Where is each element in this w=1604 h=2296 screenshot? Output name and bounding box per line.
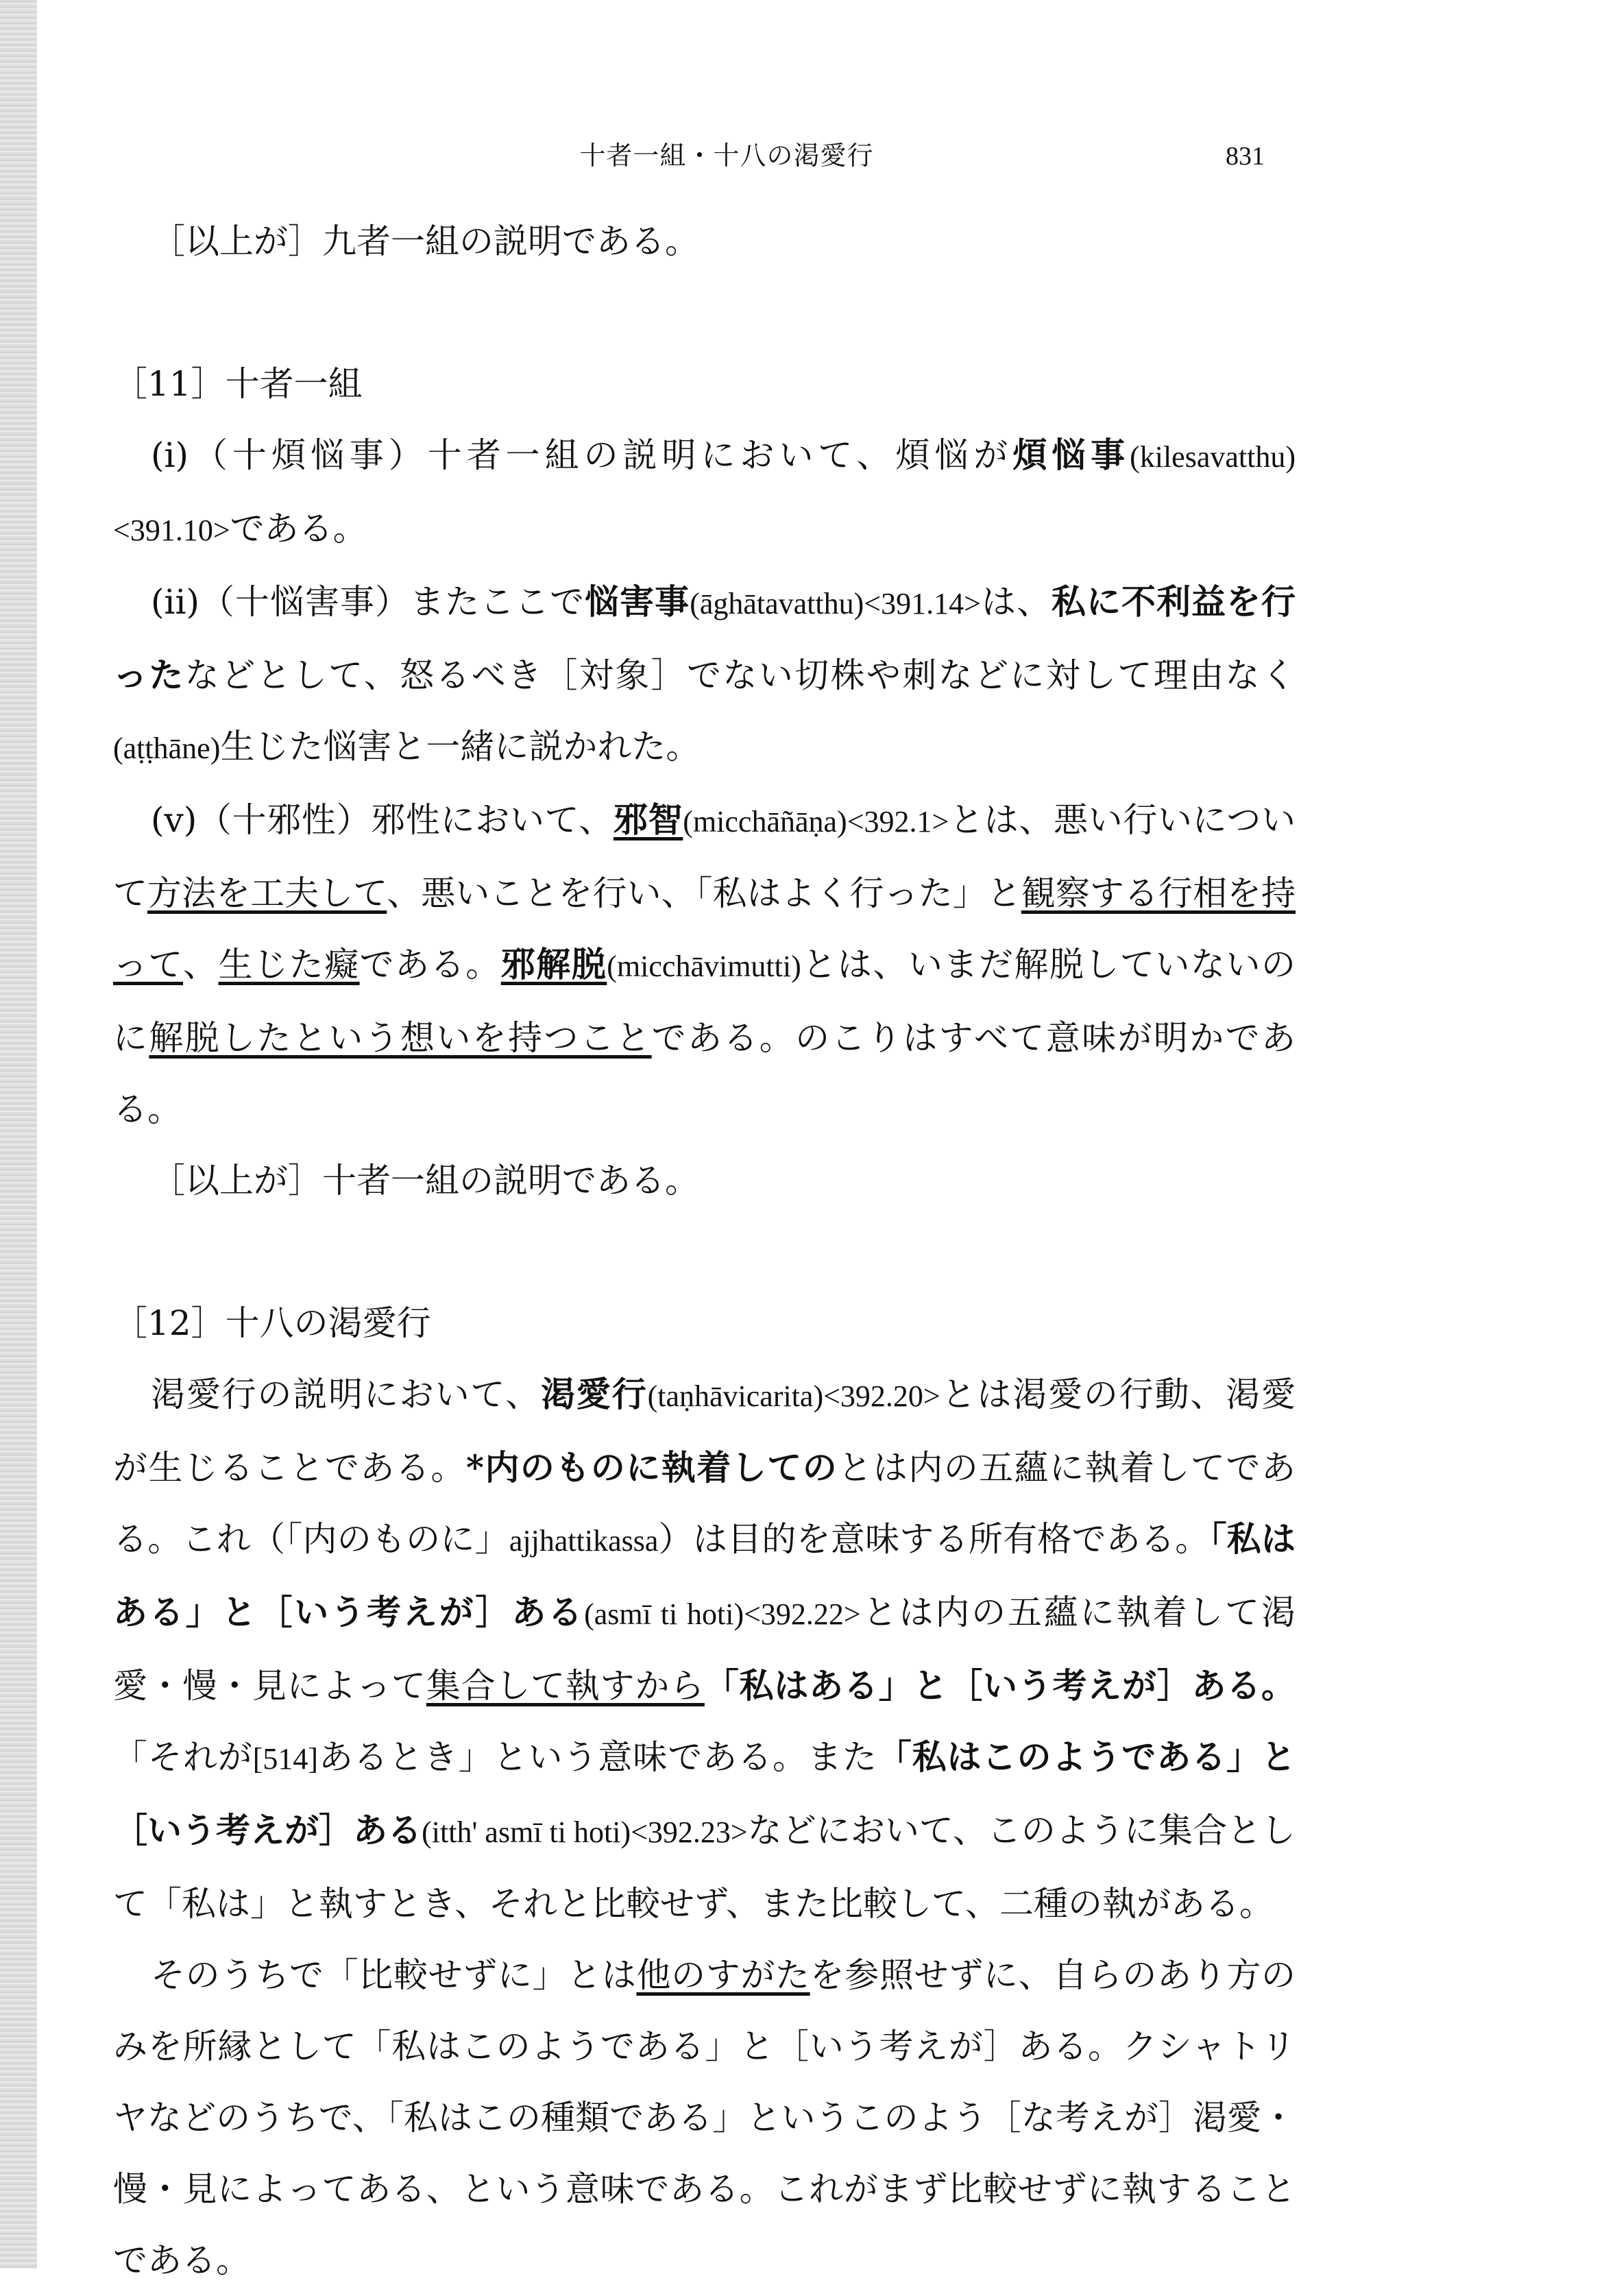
scan-shadow-edge [0, 0, 37, 2269]
term-bold: 渇愛行 [541, 1374, 648, 1414]
underlined-phrase: 他のすがた [636, 1955, 810, 1995]
term-bold: 「私はある」と［いう考えが］ある。 [704, 1665, 1296, 1706]
paragraph-summary-9: ［以上が］九者一組の説明である。 [151, 221, 699, 261]
term-bold: 悩害事 [585, 581, 690, 622]
underlined-phrase: 解脱したという想いを持つこと [149, 1018, 652, 1058]
paragraph-12b: そのうちで「比較せずに」とは他のすがたを参照せずに、自らのあり方のみを所縁として「私はこのようである」と［いう考えが］ある。クシャトリヤなどのうちで、「私はこの種類である」というこのよう［な考えが］渇愛・慢・見によってある、という意味である。これがまず比較せずに執することである。 [113, 1955, 1296, 2280]
underlined-phrase: 集合して執すから [426, 1666, 705, 1706]
term-bold: 煩悩事 [1012, 435, 1130, 475]
term-bold: 「私はこのようである」と［いう考えが］ある [113, 1737, 1296, 1850]
page-number: 831 [1226, 142, 1265, 171]
term-bold-underlined: 邪解脱 [500, 944, 607, 984]
section-heading-11: ［11］十者一組 [113, 364, 363, 404]
term-bold: 私に不利益を行った [113, 581, 1296, 695]
underlined-phrase: 観察する行相を持って [113, 873, 1296, 984]
term-bold-underlined: 邪智 [613, 799, 683, 840]
underlined-phrase: 生じた癡 [218, 945, 360, 984]
paragraph-v: (v)（十邪性）邪性において、邪智(micchāñāṇa)<392.1>とは、悪い行いについて方法を工夫して、悪いことを行い、「私はよく行った」と観察する行相を持って、生じた癡である。邪解脱(micchāvimutti)とは、いまだ解脱していないのに解脱したという想いを持つことである。のこりはすべて意味が明かである。 [113, 799, 1296, 1129]
paragraph-i: (i)（十煩悩事）十者一組の説明において、煩悩が煩悩事(kilesavatthu) <391.10>である。 [113, 435, 1296, 548]
running-title: 十者一組・十八の渇愛行 [579, 141, 874, 171]
page-body [113, 206, 1296, 2296]
underlined-phrase: 方法を工夫して [147, 873, 387, 913]
paragraph-summary-10: ［以上が］十者一組の説明である。 [151, 1161, 699, 1200]
term-bold: *内のものに執着しての [465, 1447, 838, 1488]
paragraph-12a: 渇愛行の説明において、渇愛行(taṇhāvicarita)<392.20>とは渇愛の行動、渇愛が生じることである。*内のものに執着してのとは内の五蘊に執着してである。これ（「内のものに」ajjhattikassa）は目的を意味する所有格である。「私はある」と［いう考えが］ある(asmī ti hoti)<392.22>とは内の五蘊に執着して渇愛・慢・見によって集合して執すから「私はある」と［いう考えが］ある。「それが[514]あるとき」という意味である。また「私はこのようである」と［いう考えが］ある(itth' asmī ti hoti)<392.23>などにおいて、このように集合として「私は」と執すとき、それと比較せず、また比較して、二種の執がある。 [113, 1374, 1296, 1924]
section-heading-12: ［12］十八の渇愛行 [113, 1303, 431, 1343]
term-bold: 「私はある」と［いう考えが］ある [113, 1519, 1296, 1632]
paragraph-ii: (ii)（十悩害事）またここで悩害事(āghātavatthu)<391.14>は、私に不利益を行ったなどとして、怒るべき［対象］でない切株や刺などに対して理由なく(aṭṭhāne)生じた悩害と一緒に説かれた。 [113, 581, 1296, 766]
